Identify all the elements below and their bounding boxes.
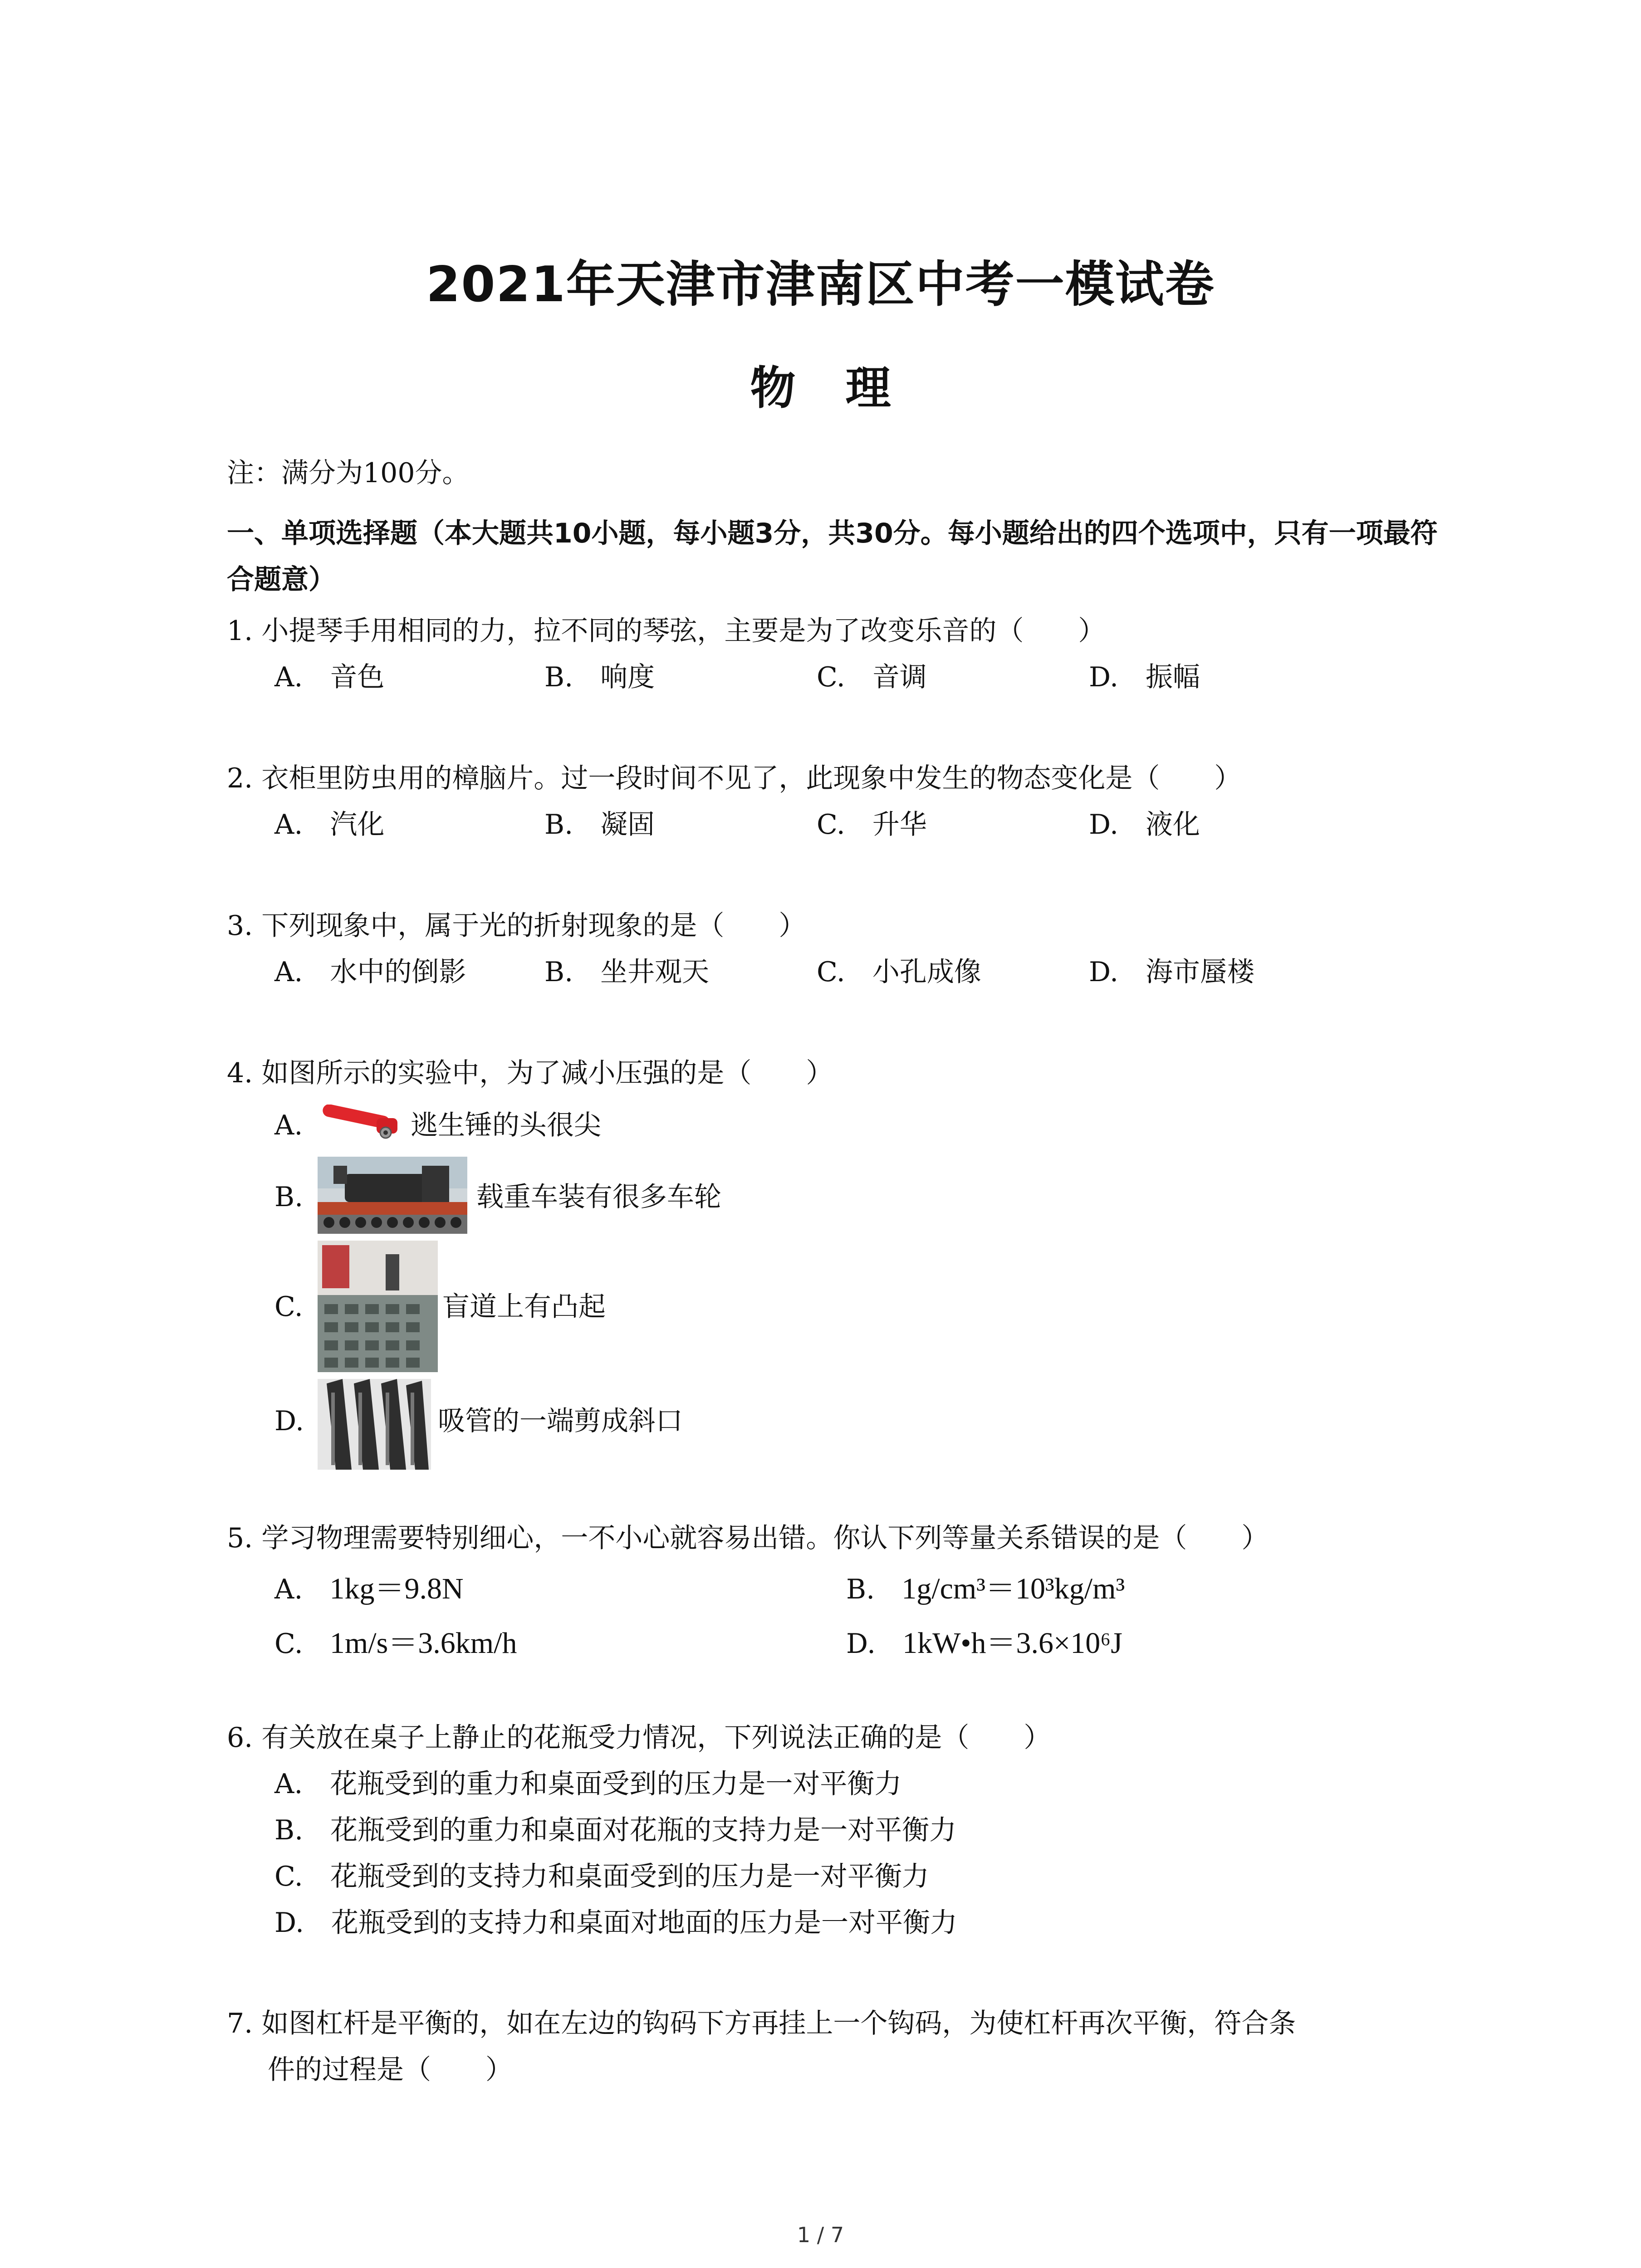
option-label: B.: [274, 1181, 304, 1213]
option-caption: 逃生锤的头很尖: [411, 1110, 601, 1141]
option-text: 1g/cm³＝10³kg/m³: [901, 1572, 1125, 1605]
option-label: B.: [846, 1574, 875, 1605]
options-row: [227, 949, 1452, 995]
option-label: C.: [274, 1291, 303, 1323]
question-7: [227, 2000, 1452, 2093]
question-stem: 1. 小提琴手用相同的力，拉不同的琴弦，主要是为了改变乐音的（ ）: [227, 615, 1106, 647]
exam-subject: 物理: [750, 362, 941, 415]
question-stem: 7. 如图杠杆是平衡的，如在左边的钩码下方再挂上一个钩码，为使杠杆再次平衡，符合条: [227, 2008, 1296, 2039]
option-d: [846, 1620, 1122, 1667]
question-stem: 3. 下列现象中，属于光的折射现象的是（ ）: [227, 910, 806, 942]
option-a: A. 汽化: [274, 809, 385, 841]
question-3: [227, 903, 1452, 995]
question-2: [227, 755, 1452, 848]
heavy-truck-image: [318, 1157, 467, 1234]
question-stem: 5. 学习物理需要特别细心，一不小心就容易出错。你认下列等量关系错误的是（ ）: [227, 1522, 1269, 1554]
page-number: 1 / 7: [797, 2223, 844, 2247]
option-b: [846, 1566, 1125, 1613]
options-row: [227, 654, 1452, 700]
option-a: A. 花瓶受到的重力和桌面受到的压力是一对平衡力: [274, 1768, 902, 1800]
option-c: C. 音调: [817, 661, 927, 693]
option-c: C. 花瓶受到的支持力和桌面受到的压力是一对平衡力: [274, 1861, 929, 1892]
exam-title: 2021年天津市津南区中考一模试卷: [426, 256, 1215, 313]
score-note: 注：满分为100分。: [227, 457, 470, 489]
question-stem-continued: 件的过程是（ ）: [268, 2054, 513, 2086]
tactile-paving-image: [318, 1241, 438, 1372]
option-b: B. 坐井观天: [544, 956, 710, 988]
option-label: D.: [846, 1628, 876, 1660]
question-1: [227, 608, 1452, 700]
option-b: B. 响度: [544, 661, 655, 693]
option-c: C. 小孔成像: [817, 956, 981, 988]
option-c: [274, 1620, 517, 1667]
option-text: 1kW•h＝3.6×10⁶J: [902, 1627, 1122, 1660]
option-c: C. 升华: [817, 809, 927, 841]
option-text: 1m/s＝3.6km/h: [329, 1627, 517, 1660]
option-d: D. 液化: [1089, 809, 1200, 841]
options-row: [227, 802, 1452, 848]
options-row: [227, 1620, 1452, 1675]
escape-hammer-image: [318, 1105, 408, 1145]
option-label: D.: [274, 1405, 304, 1437]
question-5: [227, 1515, 1452, 1675]
option-caption: 载重车装有很多车轮: [476, 1181, 721, 1213]
option-caption: 吸管的一端剪成斜口: [438, 1405, 683, 1437]
question-stem: 6. 有关放在桌子上静止的花瓶受力情况，下列说法正确的是（ ）: [227, 1722, 1051, 1754]
option-d: D. 振幅: [1089, 661, 1200, 693]
option-b: B. 花瓶受到的重力和桌面对花瓶的支持力是一对平衡力: [274, 1814, 957, 1846]
option-a: A. 水中的倒影: [274, 956, 466, 988]
option-a: A. 音色: [274, 661, 385, 693]
question-6: [227, 1715, 1452, 1946]
option-label: A.: [274, 1110, 303, 1141]
straws-image: [318, 1379, 431, 1470]
option-label: C.: [274, 1628, 303, 1660]
option-caption: 盲道上有凸起: [442, 1291, 606, 1323]
question-4: [227, 1050, 1452, 1476]
option-b: B. 凝固: [544, 809, 655, 841]
option-label: A.: [274, 1574, 303, 1605]
option-d: D. 花瓶受到的支持力和桌面对地面的压力是一对平衡力: [274, 1907, 958, 1939]
options-row: [227, 1566, 1452, 1620]
option-text: 1kg＝9.8N: [329, 1572, 464, 1605]
option-d: D. 海市蜃楼: [1089, 956, 1255, 988]
question-stem: 4. 如图所示的实验中，为了减小压强的是（ ）: [227, 1057, 833, 1089]
question-stem: 2. 衣柜里防虫用的樟脑片。过一段时间不见了，此现象中发生的物态变化是（ ）: [227, 763, 1242, 794]
section-heading: 一、单项选择题（本大题共10小题，每小题3分，共30分。每小题给出的四个选项中，只有一项最符合题意）: [227, 518, 1438, 596]
option-a: [274, 1566, 464, 1613]
